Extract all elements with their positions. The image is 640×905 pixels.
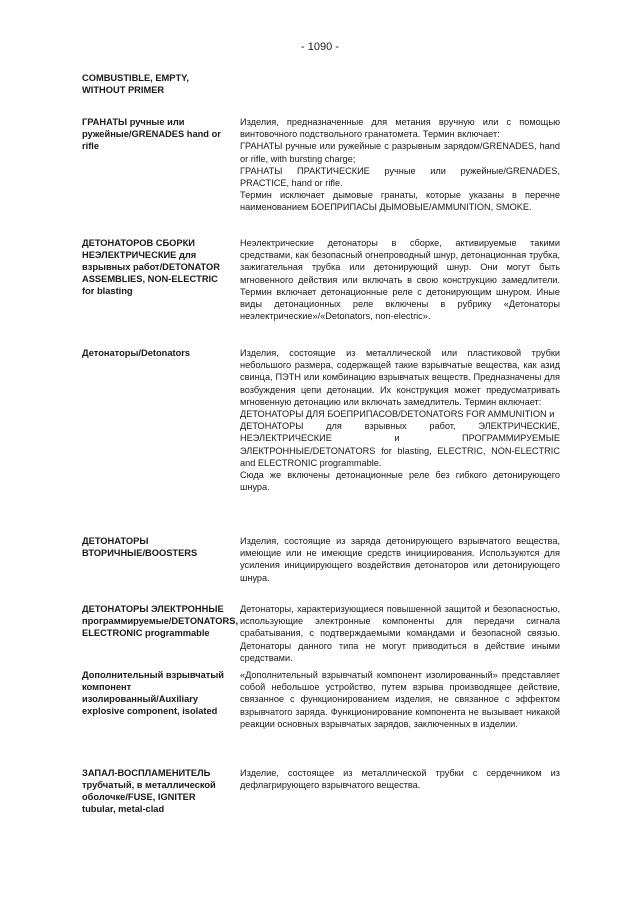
entry-term: ГРАНАТЫ ручные или ружейные/GRENADES hand or rifle xyxy=(82,117,221,151)
description-paragraph: Сюда же включены детонационные реле без гибкого детонирующего шнура. xyxy=(240,470,560,493)
entry-description xyxy=(240,237,560,322)
description-paragraph: ДЕТОНАТОРЫ ДЛЯ БОЕПРИПАСОВ/DETONATORS FOR AMMUNITION и xyxy=(240,409,555,420)
description-paragraph: Детонаторы, характеризующиеся повышенной защитой и безопасностью, использующие электронные компоненты для передачи сигнала срабатывания, с подтверждаемыми командами и безопасной связью. Детонаторы данного типа не могут приводиться в действие иными средствами. xyxy=(240,604,560,663)
page-number: - 1090 - xyxy=(301,41,339,53)
entry-description xyxy=(240,603,560,664)
description-paragraph: ДЕТОНАТОРЫ для взрывных работ, ЭЛЕКТРИЧЕСКИЕ, НЕЭЛЕКТРИЧЕСКИЕ и ПРОГРАММИРУЕМЫЕ ЭЛЕКТРОННЫЕ/DETONATORS for blasting, ELECTRIC, NON-ELECTRIC and ELECTRONIC programmable. xyxy=(240,421,560,468)
entry-term: ДЕТОНАТОРЫ ЭЛЕКТРОННЫЕ программируемые/DETONATORS, ELECTRONIC programmable xyxy=(82,604,239,638)
description-paragraph: ГРАНАТЫ ПРАКТИЧЕСКИЕ ручные или ружейные/GRENADES, PRACTICE, hand or rifle. xyxy=(240,165,560,189)
entry-description xyxy=(240,767,560,791)
section-heading: COMBUSTIBLE, EMPTY, WITHOUT PRIMER xyxy=(82,73,189,95)
entry-term: ДЕТОНАТОРОВ СБОРКИ НЕЭЛЕКТРИЧЕСКИЕ для взрывных работ/DETONATOR ASSEMBLIES, NON-ELECTRIC for blasting xyxy=(82,238,221,296)
entry-description xyxy=(240,347,560,493)
description-paragraph: «Дополнительный взрывчатый компонент изолированный» представляет собой небольшое устройство, путем взрыва производящее действие, связанное с функционированием изделия, не связанное с эффектом взрывчатого заряда. Функционирование компонента не вызывает никакой реакции основных взрывчатых зарядов, заключенных в изделии. xyxy=(240,670,560,729)
description-paragraph: Изделие, состоящее из металлической трубки с сердечником из дефлагрирующего взрывчатого вещества. xyxy=(240,768,560,791)
description-paragraph: Неэлектрические детонаторы в сборке, активируемые такими средствами, как безопасный огнепроводный шнур, детонационная трубка, зажигательная трубка или детонирующий шнур. Они могут быть мгновенного действия или включать в свою конструкцию замедлители. Термин включает детонационные реле с детонирующим шнуром. Иные виды детонационных реле включены в рубрику «Детонаторы неэлектрические»/«Detonators, non-electric». xyxy=(240,238,560,322)
entry-term: ЗАПАЛ-ВОСПЛАМЕНИТЕЛЬ трубчатый, в металлической оболочке/FUSE, IGNITER tubular, metal-clad xyxy=(82,768,216,814)
entry-term: Детонаторы/Detonators xyxy=(82,348,191,358)
description-paragraph: Изделия, состоящие из заряда детонирующего взрывчатого вещества, имеющие или не имеющие средств инициирования. Используются для усиления инициирующего воздействия детонаторов или детонирующего шнура. xyxy=(240,536,560,583)
entry-description xyxy=(240,535,560,584)
description-paragraph: Термин исключает дымовые гранаты, которые указаны в перечне наименованием БОЕПРИПАСЫ ДЫМОВЫЕ/AMMUNITION, SMOKE. xyxy=(240,190,560,213)
entry-description xyxy=(240,669,560,730)
entry-term: Дополнительный взрывчатый компонент изолированный/Auxiliary explosive component, isolated xyxy=(82,670,225,716)
description-paragraph: ГРАНАТЫ ручные или ружейные с разрывным зарядом/GRENADES, hand or rifle, with bursting charge; xyxy=(240,141,560,164)
entry-term: ДЕТОНАТОРЫ ВТОРИЧНЫЕ/BOOSTERS xyxy=(82,536,198,558)
entry-description xyxy=(240,116,560,214)
description-paragraph: Изделия, предназначенные для метания вручную или с помощью винтовочного подствольного гранатомета. Термин включает: xyxy=(240,117,560,140)
description-paragraph: Изделия, состоящие из металлической или пластиковой трубки небольшого размера, содержащей такие взрывчатые вещества, как азид свинца, ПЭТН или комбинацию взрывчатых веществ. Предназначены для возбуждения цепи детонации. Их конструкция может предусматривать мгновенную детонацию или включать замедлитель. Термин включает: xyxy=(240,348,560,407)
